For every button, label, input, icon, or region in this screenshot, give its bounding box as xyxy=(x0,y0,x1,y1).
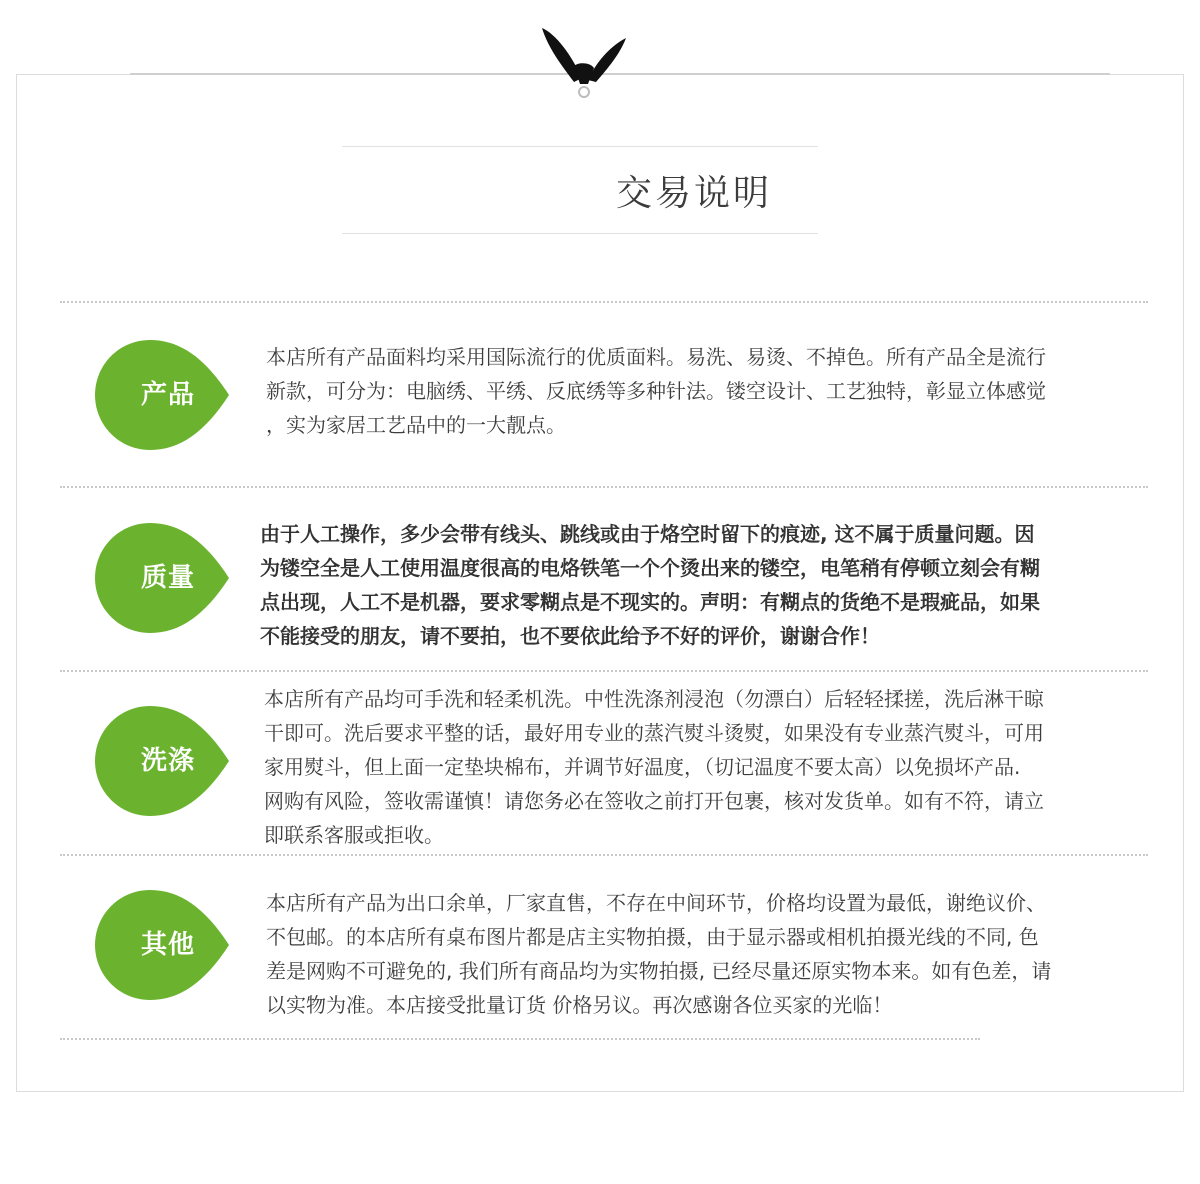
badge-label: 产品 xyxy=(140,380,195,410)
badge-other xyxy=(95,890,229,1000)
text-line: 以实物为准。本店接受批量订货 价格另议。再次感谢各位买家的光临！ xyxy=(266,993,893,1017)
text-line: 由于人工操作，多少会带有线头、跳线或由于烙空时留下的痕迹, 这不属于质量问题。因 xyxy=(260,522,1035,546)
title-box xyxy=(342,146,818,234)
badge-quality xyxy=(95,523,229,633)
text-line: 点出现，人工不是机器，要求零糊点是不现实的。声明：有糊点的货绝不是瑕疵品，如果 xyxy=(260,590,1040,614)
text-line: 干即可。洗后要求平整的话，最好用专业的蒸汽熨斗烫熨，如果没有专业蒸汽熨斗，可用 xyxy=(264,721,1044,745)
text-line: 不包邮。的本店所有桌布图片都是店主实物拍摄，由于显示器或相机拍摄光线的不同, 色 xyxy=(266,925,1039,949)
text-line: 本店所有产品均可手洗和轻柔机洗。中性洗涤剂浸泡（勿漂白）后轻轻揉搓，洗后淋干晾 xyxy=(264,687,1044,711)
text-line: 不能接受的朋友，请不要拍，也不要依此给予不好的评价，谢谢合作！ xyxy=(260,624,880,648)
section-text-washing xyxy=(264,682,1044,852)
section-divider xyxy=(60,486,1148,488)
text-line: ，实为家居工艺品中的一大靓点。 xyxy=(266,413,566,437)
section-text-quality xyxy=(260,517,1040,653)
text-line: 差是网购不可避免的, 我们所有商品均为实物拍摄, 已经尽量还原实物本来。如有色差，请 xyxy=(266,959,1052,983)
badge-washing xyxy=(95,706,229,816)
text-line: 本店所有产品面料均采用国际流行的优质面料。易洗、易烫、不掉色。所有产品全是流行 xyxy=(266,345,1046,369)
section-divider xyxy=(60,670,1148,672)
badge-label: 洗涤 xyxy=(140,746,195,776)
section-text-other xyxy=(266,886,1051,1022)
section-text-product xyxy=(266,340,1046,442)
text-line: 网购有风险，签收需谨慎！请您务必在签收之前打开包裹，核对发货单。如有不符，请立 xyxy=(264,789,1044,813)
text-line: 本店所有产品为出口余单，厂家直售，不存在中间环节，价格均设置为最低，谢绝议价、 xyxy=(266,891,1046,915)
text-line: 为镂空全是人工使用温度很高的电烙铁笔一个个烫出来的镂空，电笔稍有停顿立刻会有糊 xyxy=(260,556,1040,580)
text-line: 即联系客服或拒收。 xyxy=(264,823,444,847)
text-line: 家用熨斗，但上面一定垫块棉布，并调节好温度，（切记温度不要太高）以免损坏产品. xyxy=(264,755,1021,779)
badge-label: 其他 xyxy=(140,930,195,960)
badge-product xyxy=(95,340,229,450)
section-divider xyxy=(60,854,1148,856)
badge-label: 质量 xyxy=(140,563,195,593)
section-divider xyxy=(60,301,1148,303)
text-line: 新款，可分为：电脑绣、平绣、反底绣等多种针法。镂空设计、工艺独特，彰显立体感觉 xyxy=(266,379,1046,403)
section-divider xyxy=(60,1038,980,1040)
bow-ribbon-icon xyxy=(538,22,630,102)
page-title: 交易说明 xyxy=(616,173,773,214)
